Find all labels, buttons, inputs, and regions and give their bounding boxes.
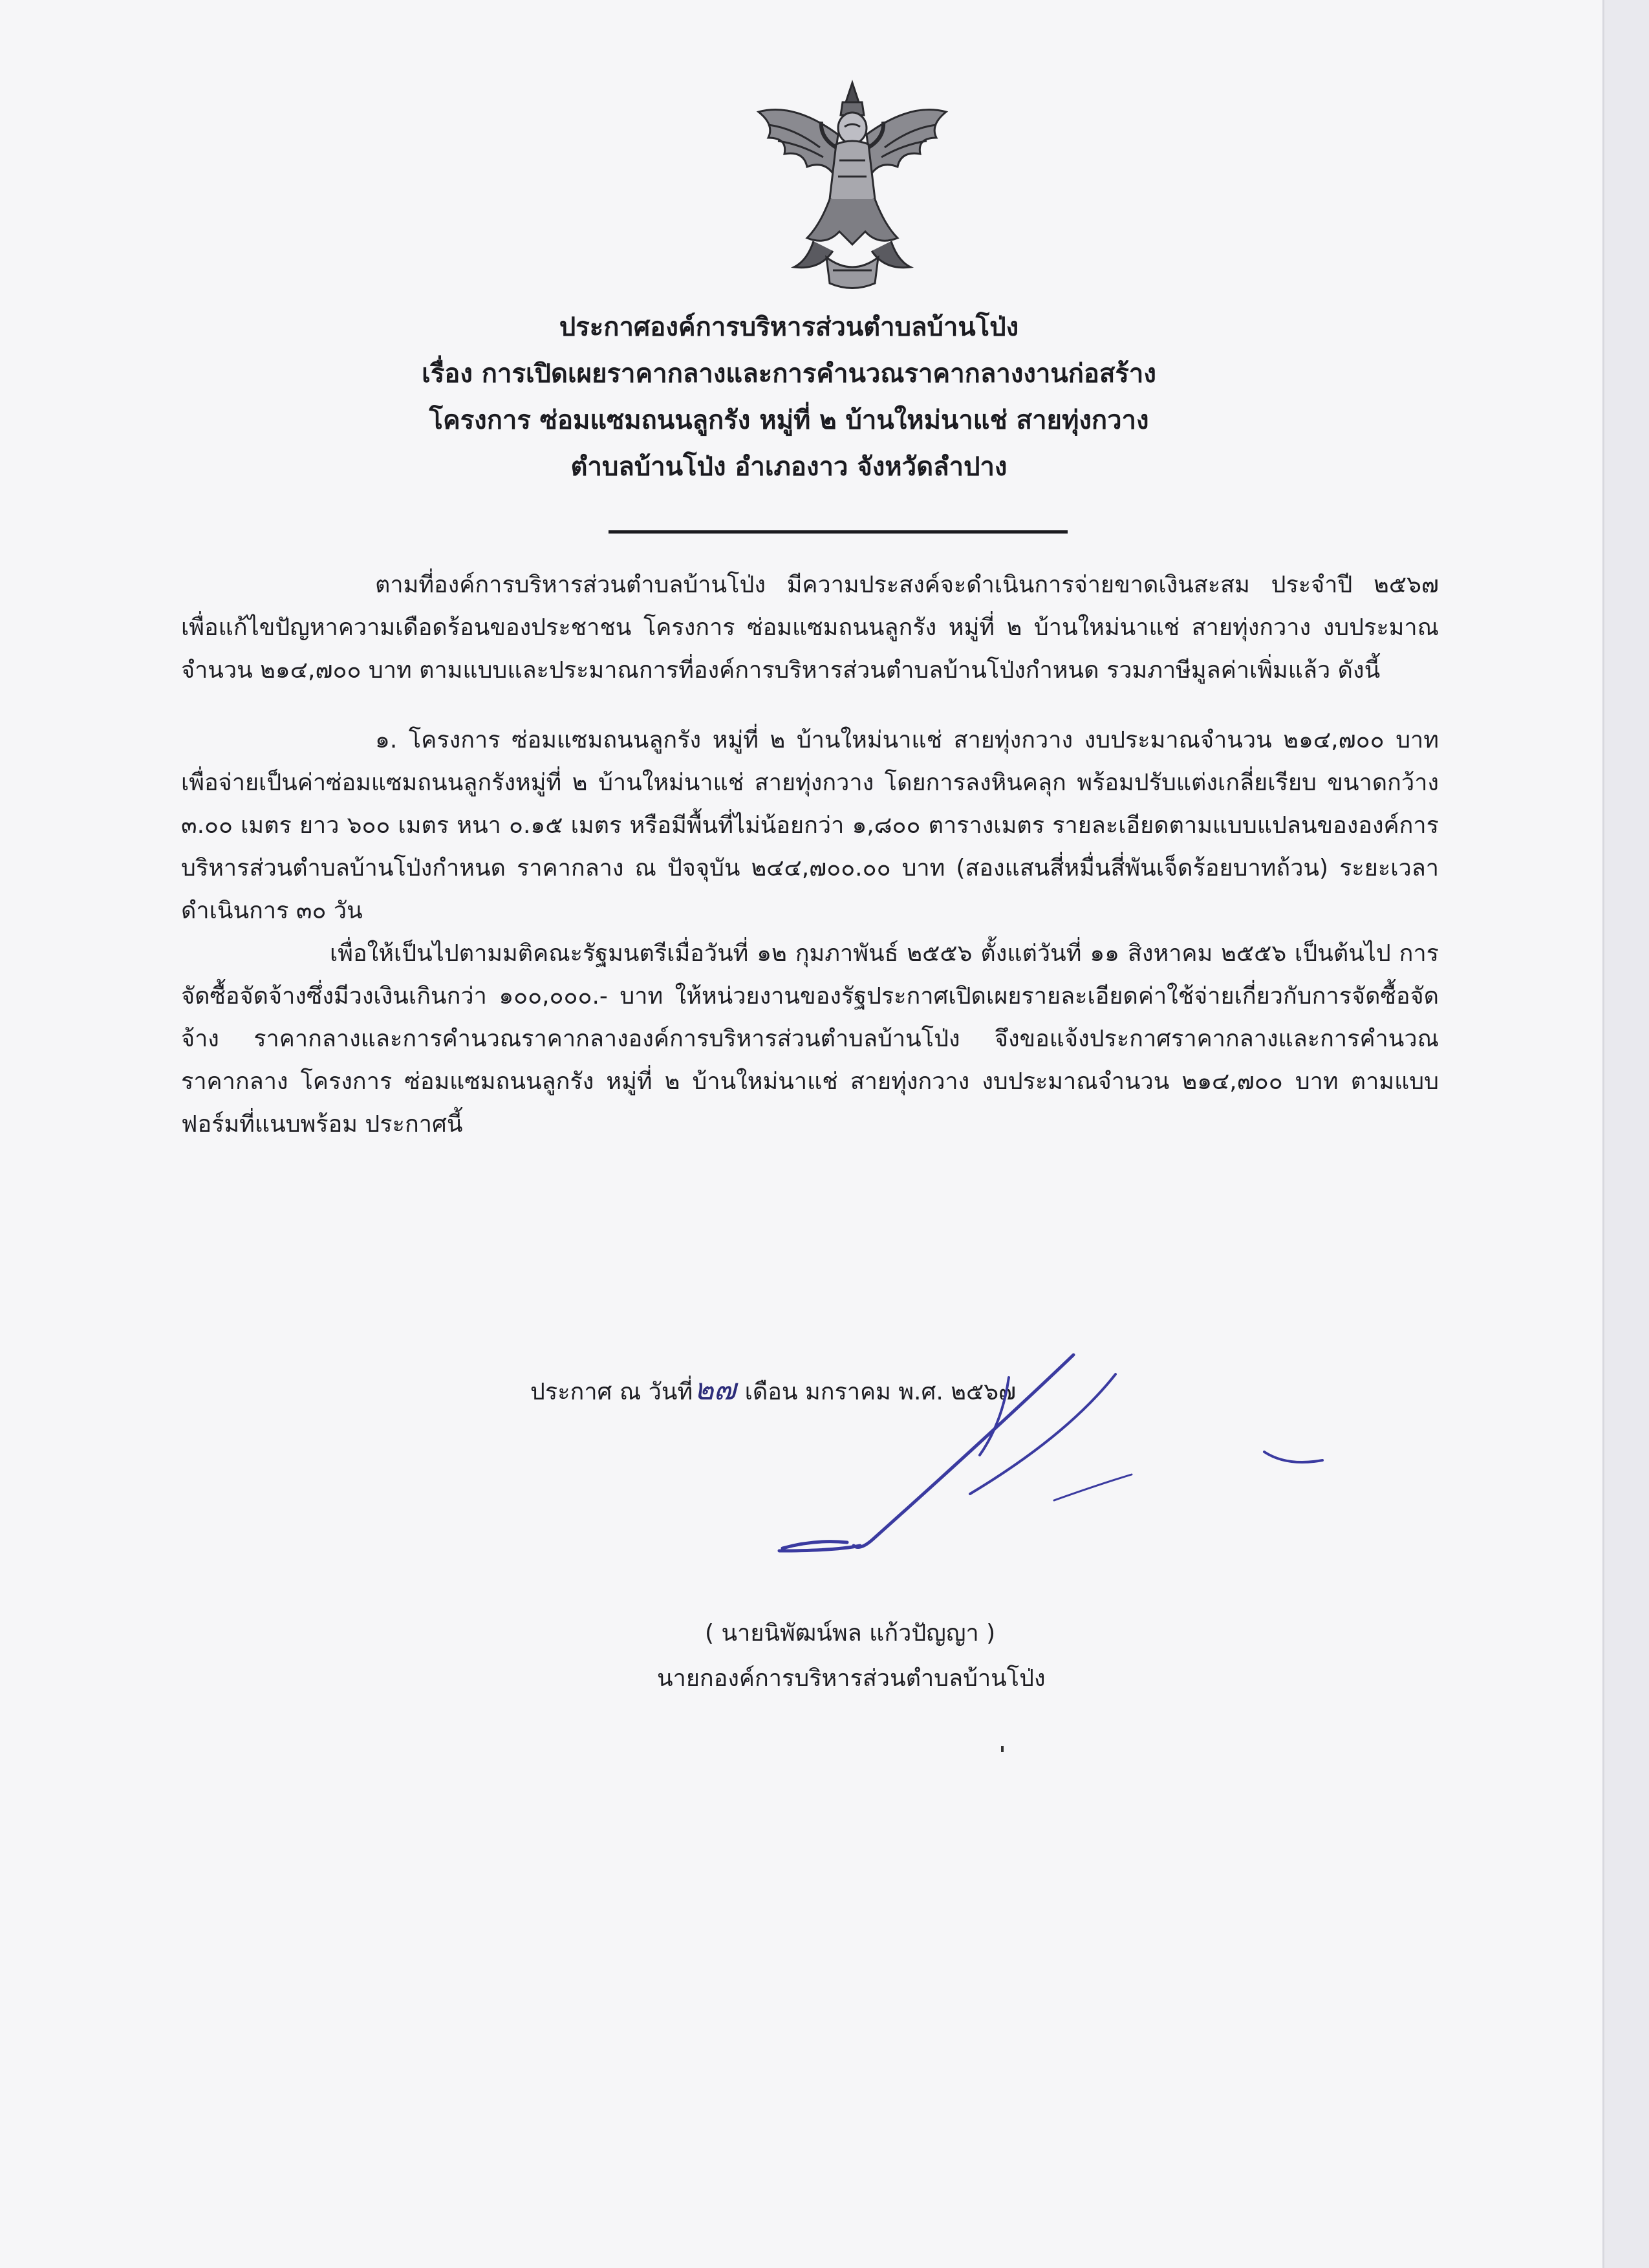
item-1-paragraph: ๑. โครงการ ซ่อมแซมถนนลูกรัง หมู่ที่ ๒ บ้านใหม่นาแช่ สายทุ่งกวาง งบประมาณจำนวน ๒๑๔,๗๐๐ บาท เพื่อจ่ายเป็นค่าซ่อมแซมถนนลูกรังหมู่ที่ ๒ บ้านใหม่นาแช่ สายทุ่งกวาง โดยการลงหินคลุก พร้อมปรับแต่งเกลี่ยเรียบ ขนาดกว้าง ๓.๐๐ เมตร ยาว ๖๐๐ เมตร หนา ๐.๑๕ เมตร หรือมีพื้นที่ไม่น้อยกว่า ๑,๘๐๐ ตารางเมตร รายละเอียดตามแบบแปลนขององค์การบริหารส่วนตำบลบ้านโป่งกำหนด ราคากลาง ณ ปัจจุบัน ๒๔๔,๗๐๐.๐๐ บาท (สองแสนสี่หมื่นสี่พันเจ็ดร้อยบาทถ้วน) ระยะเวลาดำเนินการ ๓๐ วัน xyxy=(181,727,1439,924)
announcement-month: เดือน มกราคม xyxy=(744,1379,891,1405)
handwritten-signature xyxy=(763,1345,1384,1565)
item-2-paragraph: เพื่อให้เป็นไปตามมติคณะรัฐมนตรีเมื่อวันที่ ๑๒ กุมภาพันธ์ ๒๕๕๖ ตั้งแต่วันที่ ๑๑ สิงหาคม ๒๕๕๖ เป็นต้นไป การจัดซื้อจัดจ้างซึ่งมีวงเงินเกินกว่า ๑๐๐,๐๐๐.- บาท ให้หน่วยงานของรัฐประกาศเปิดเผยรายละเอียดค่าใช้จ่ายเกี่ยวกับการจัดซื้อจัดจ้าง ราคากลางและการคำนวณราคากลางองค์การบริหารส่วนตำบลบ้านโป่ง จึงขอแจ้งประกาศราคากลางและการคำนวณราคากลาง โครงการ ซ่อมแซมถนนลูกรัง หมู่ที่ ๒ บ้านใหม่นาแช่ สายทุ่งกวาง งบประมาณจำนวน ๒๑๔,๗๐๐ บาท ตามแบบฟอร์มที่แนบพร้อม ประกาศนี้ xyxy=(181,940,1439,1138)
signatory-name: ( นายนิพัฒน์พล แก้วปัญญา ) xyxy=(705,1620,996,1647)
scan-edge xyxy=(1604,0,1649,2268)
title-line-3: โครงการ ซ่อมแซมถนนลูกรัง หมู่ที่ ๒ บ้านใหม่นาแช่ สายทุ่งกวาง xyxy=(429,405,1149,435)
title-line-4: ตำบลบ้านโป่ง อำเภองาว จังหวัดลำปาง xyxy=(570,452,1008,482)
paper-speck xyxy=(1001,1746,1004,1752)
document-title-block xyxy=(323,304,1255,490)
announcement-prefix: ประกาศ ณ วันที่ xyxy=(530,1379,693,1405)
handwritten-day: ๒๗ xyxy=(694,1372,737,1407)
title-divider xyxy=(609,530,1068,534)
document-body xyxy=(181,564,1439,1146)
announcement-year: พ.ศ. ๒๕๖๗ xyxy=(898,1379,1017,1405)
title-line-2: เรื่อง การเปิดเผยราคากลางและการคำนวณราคากลางงานก่อสร้าง xyxy=(422,359,1156,389)
title-line-1: ประกาศองค์การบริหารส่วนตำบลบ้านโป่ง xyxy=(559,312,1019,342)
intro-paragraph: ตามที่องค์การบริหารส่วนตำบลบ้านโป่ง มีความประสงค์จะดำเนินการจ่ายขาดเงินสะสม ประจำปี ๒๕๖๗ เพื่อแก้ไขปัญหาความเดือดร้อนของประชาชน โครงการ ซ่อมแซมถนนลูกรัง หมู่ที่ ๒ บ้านใหม่นาแช่ สายทุ่งกวาง งบประมาณจำนวน ๒๑๔,๗๐๐ บาท ตามแบบและประมาณการที่องค์การบริหารส่วนตำบลบ้านโป่งกำหนด รวมภาษีมูลค่าเพิ่มแล้ว ดังนี้ xyxy=(181,572,1439,684)
garuda-emblem-icon xyxy=(749,76,956,296)
signatory-position: นายกองค์การบริหารส่วนตำบลบ้านโป่ง xyxy=(657,1665,1046,1692)
